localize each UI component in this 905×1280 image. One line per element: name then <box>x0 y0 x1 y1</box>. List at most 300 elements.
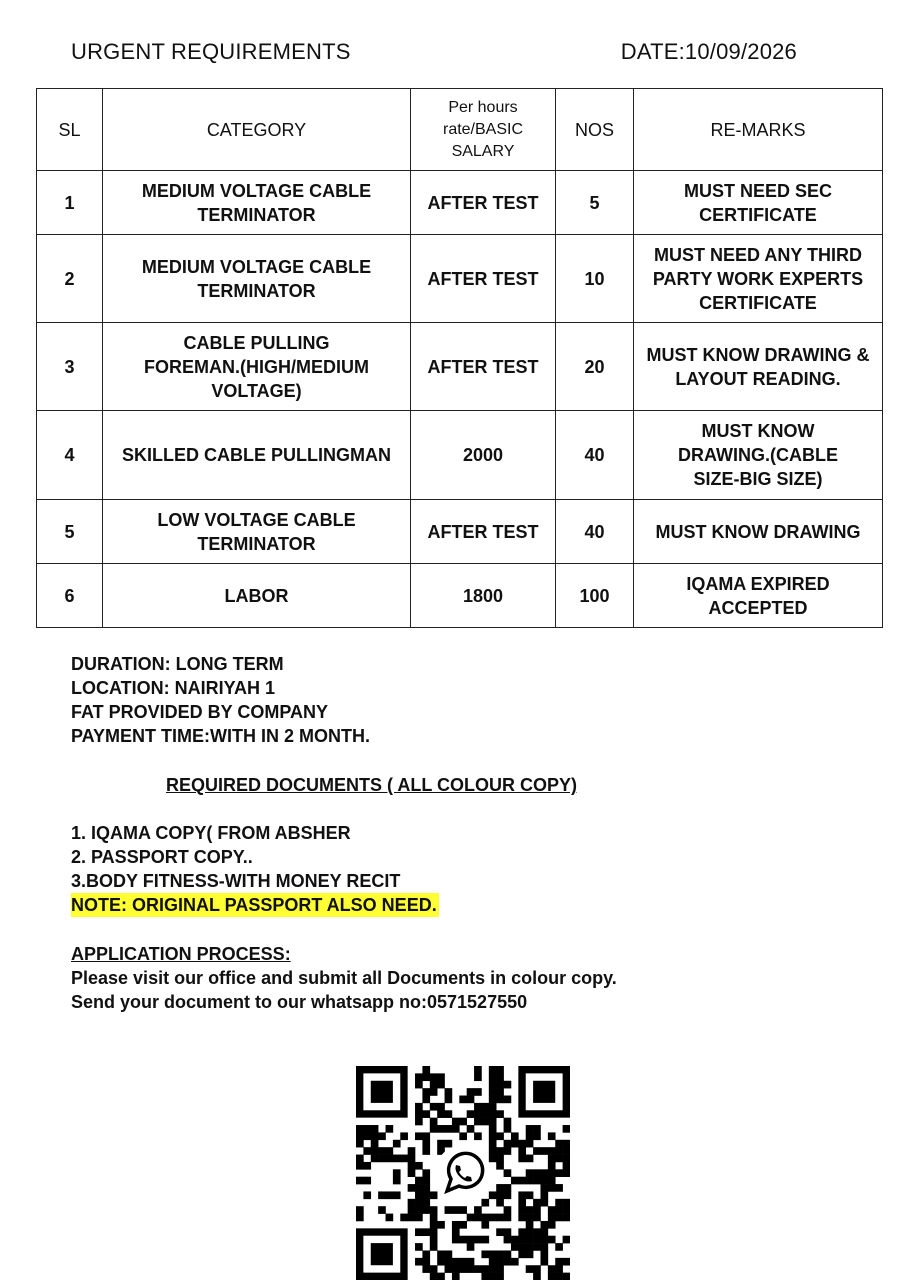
qr-module <box>489 1258 497 1266</box>
document-header <box>71 36 797 68</box>
qr-module <box>422 1066 430 1074</box>
qr-module <box>481 1110 489 1118</box>
remarks-line: ACCEPTED <box>708 597 808 618</box>
remarks-line: DRAWING.(CABLE <box>678 445 838 465</box>
header-rate-line: rate/BASIC <box>442 120 524 138</box>
qr-module <box>356 1162 364 1170</box>
qr-module <box>489 1155 497 1163</box>
qr-module <box>408 1199 416 1207</box>
table-row <box>37 171 883 235</box>
qr-module <box>474 1265 482 1273</box>
qr-module <box>422 1258 430 1266</box>
qr-module <box>467 1096 475 1104</box>
qr-module <box>422 1184 430 1192</box>
qr-module <box>422 1096 430 1104</box>
qr-module <box>415 1103 423 1111</box>
qr-module <box>393 1169 401 1177</box>
qr-module <box>563 1214 570 1222</box>
qr-module <box>504 1191 512 1199</box>
qr-module <box>356 1206 364 1214</box>
cell-sl: 6 <box>37 564 103 628</box>
qr-module <box>504 1140 512 1148</box>
qr-module <box>533 1265 541 1273</box>
qr-module <box>430 1221 438 1229</box>
qr-module <box>489 1110 497 1118</box>
qr-module <box>540 1199 548 1207</box>
qr-module <box>452 1258 460 1266</box>
qr-module <box>496 1199 504 1207</box>
qr-module <box>378 1155 386 1163</box>
qr-module <box>386 1191 394 1199</box>
qr-module <box>489 1250 497 1258</box>
qr-module <box>474 1118 482 1126</box>
qr-module <box>555 1214 563 1222</box>
category-line: LABOR <box>224 585 289 606</box>
qr-module <box>408 1206 416 1214</box>
cell-rate: 1800 <box>411 564 556 628</box>
qr-module <box>393 1177 401 1185</box>
cell-rate: AFTER TEST <box>411 323 556 411</box>
qr-module <box>430 1103 438 1111</box>
qr-module <box>400 1132 408 1140</box>
qr-module <box>504 1236 512 1244</box>
location-text: LOCATION: NAIRIYAH 1 <box>71 678 276 698</box>
qr-module <box>408 1214 416 1222</box>
qr-module <box>504 1214 512 1222</box>
cell-remarks <box>634 235 883 323</box>
qr-module <box>445 1125 453 1133</box>
document-date: DATE:10/09/2026 <box>620 39 797 64</box>
qr-module <box>496 1191 504 1199</box>
qr-module <box>533 1228 541 1236</box>
qr-module <box>386 1214 394 1222</box>
cell-remarks <box>634 500 883 564</box>
qr-module <box>496 1214 504 1222</box>
qr-module <box>430 1273 438 1280</box>
qr-module <box>496 1228 504 1236</box>
qr-module <box>400 1155 408 1163</box>
qr-module <box>518 1214 526 1222</box>
qr-module <box>459 1206 467 1214</box>
qr-module <box>356 1177 364 1185</box>
qr-module <box>548 1169 556 1177</box>
qr-module <box>474 1073 482 1081</box>
cell-remarks <box>634 171 883 235</box>
qr-module <box>481 1221 489 1229</box>
qr-module <box>378 1191 386 1199</box>
qr-module <box>415 1214 423 1222</box>
qr-module <box>459 1132 467 1140</box>
qr-module <box>518 1155 526 1163</box>
application-instruction: Please visit our office and submit all Documents in colour copy. <box>71 968 617 988</box>
table-row <box>37 411 883 500</box>
qr-module <box>526 1214 534 1222</box>
cell-category <box>103 564 411 628</box>
qr-module <box>563 1125 570 1133</box>
qr-module <box>563 1199 570 1207</box>
qr-module <box>481 1265 489 1273</box>
header-rate <box>411 89 556 171</box>
qr-module <box>563 1206 570 1214</box>
qr-module <box>496 1096 504 1104</box>
qr-module <box>445 1088 453 1096</box>
qr-module <box>504 1228 512 1236</box>
qr-module <box>489 1125 497 1133</box>
qr-module <box>437 1250 445 1258</box>
qr-module <box>422 1228 430 1236</box>
qr-module <box>548 1162 556 1170</box>
qr-module <box>422 1110 430 1118</box>
passport-note: NOTE: ORIGINAL PASSPORT ALSO NEED. <box>71 895 437 915</box>
remarks-line: CERTIFICATE <box>699 204 817 225</box>
qr-module <box>437 1221 445 1229</box>
qr-module <box>533 1132 541 1140</box>
qr-module <box>540 1169 548 1177</box>
qr-module <box>371 1140 379 1148</box>
remarks-line: SIZE-BIG SIZE) <box>693 469 823 489</box>
qr-module <box>408 1184 416 1192</box>
requirements-table <box>36 88 883 628</box>
qr-module <box>393 1191 401 1199</box>
qr-module <box>459 1096 467 1104</box>
qr-module <box>511 1177 519 1185</box>
header-category: CATEGORY <box>103 89 411 171</box>
qr-module <box>481 1118 489 1126</box>
qr-module <box>437 1258 445 1266</box>
qr-module <box>437 1273 445 1280</box>
category-line: SKILLED CABLE PULLINGMAN <box>122 445 391 465</box>
cell-nos: 10 <box>556 235 634 323</box>
cell-nos: 100 <box>556 564 634 628</box>
qr-module <box>489 1273 497 1280</box>
qr-module <box>496 1258 504 1266</box>
document-item: 2. PASSPORT COPY.. <box>71 847 253 867</box>
qr-module <box>555 1199 563 1207</box>
qr-module <box>496 1088 504 1096</box>
cell-rate: 2000 <box>411 411 556 500</box>
table-row <box>37 235 883 323</box>
qr-module <box>526 1228 534 1236</box>
table-row <box>37 323 883 411</box>
qr-module <box>430 1073 438 1081</box>
qr-module <box>518 1250 526 1258</box>
qr-module <box>386 1125 394 1133</box>
qr-module <box>496 1132 504 1140</box>
application-process <box>71 942 831 1014</box>
cell-category <box>103 411 411 500</box>
qr-module <box>467 1125 475 1133</box>
qr-module <box>415 1162 423 1170</box>
qr-module <box>489 1066 497 1074</box>
qr-module <box>518 1243 526 1251</box>
category-line: MEDIUM VOLTAGE CABLE <box>141 256 372 277</box>
qr-module <box>415 1199 423 1207</box>
remarks-line: MUST KNOW DRAWING & <box>646 344 870 365</box>
qr-module <box>430 1214 438 1222</box>
qr-module <box>511 1258 519 1266</box>
qr-module <box>511 1243 519 1251</box>
qr-module <box>540 1243 548 1251</box>
qr-module <box>452 1125 460 1133</box>
qr-module <box>459 1265 467 1273</box>
qr-module <box>459 1258 467 1266</box>
category-line: TERMINATOR <box>197 533 316 554</box>
qr-module <box>430 1191 438 1199</box>
qr-module <box>437 1081 445 1089</box>
qr-module <box>415 1110 423 1118</box>
qr-module <box>518 1236 526 1244</box>
header-remarks: RE-MARKS <box>634 89 883 171</box>
duration-text: DURATION: LONG TERM <box>71 654 284 674</box>
qr-module <box>496 1250 504 1258</box>
cell-nos: 5 <box>556 171 634 235</box>
remarks-line: PARTY WORK EXPERTS <box>652 268 864 289</box>
remarks-line: MUST KNOW DRAWING <box>655 521 861 542</box>
qr-module <box>386 1147 394 1155</box>
qr-module <box>430 1206 438 1214</box>
qr-module <box>489 1081 497 1089</box>
qr-module <box>533 1147 541 1155</box>
qr-module <box>474 1214 482 1222</box>
document-item: 1. IQAMA COPY( FROM ABSHER <box>71 823 351 843</box>
qr-code-graphic <box>356 1066 570 1280</box>
cell-sl: 3 <box>37 323 103 411</box>
cell-category <box>103 171 411 235</box>
qr-module <box>415 1243 423 1251</box>
qr-module <box>496 1273 504 1280</box>
qr-module <box>504 1258 512 1266</box>
qr-module <box>540 1250 548 1258</box>
qr-module <box>548 1273 556 1280</box>
qr-module <box>489 1191 497 1199</box>
header-rate-line: SALARY <box>451 142 515 160</box>
qr-module <box>489 1096 497 1104</box>
qr-module <box>504 1118 512 1126</box>
qr-module <box>555 1273 563 1280</box>
header-rate-line: Per hours <box>448 98 518 116</box>
qr-module <box>526 1169 534 1177</box>
qr-module <box>481 1250 489 1258</box>
qr-module <box>371 1147 379 1155</box>
qr-module <box>496 1184 504 1192</box>
qr-module <box>533 1206 541 1214</box>
qr-module <box>496 1066 504 1074</box>
qr-module <box>356 1214 364 1222</box>
qr-module <box>526 1265 534 1273</box>
qr-module <box>445 1140 453 1148</box>
qr-module <box>526 1155 534 1163</box>
qr-module <box>540 1177 548 1185</box>
cell-category <box>103 235 411 323</box>
qr-module <box>540 1221 548 1229</box>
qr-module <box>504 1250 512 1258</box>
qr-module <box>378 1147 386 1155</box>
qr-module <box>474 1066 482 1074</box>
qr-module <box>481 1236 489 1244</box>
qr-module <box>489 1214 497 1222</box>
qr-module <box>526 1125 534 1133</box>
qr-module <box>496 1073 504 1081</box>
category-line: VOLTAGE) <box>211 380 302 401</box>
qr-module <box>378 1132 386 1140</box>
qr-module <box>430 1243 438 1251</box>
qr-module <box>540 1236 548 1244</box>
qr-module <box>415 1206 423 1214</box>
qr-module <box>356 1132 364 1140</box>
qr-module <box>422 1250 430 1258</box>
remarks-line: IQAMA EXPIRED <box>686 573 830 594</box>
qr-module <box>518 1191 526 1199</box>
cell-rate: AFTER TEST <box>411 500 556 564</box>
qr-module <box>555 1265 563 1273</box>
cell-nos: 40 <box>556 411 634 500</box>
qr-module <box>533 1243 541 1251</box>
qr-module <box>363 1162 371 1170</box>
qr-module <box>474 1132 482 1140</box>
qr-module <box>430 1236 438 1244</box>
qr-module <box>459 1221 467 1229</box>
qr-module <box>452 1228 460 1236</box>
qr-module <box>422 1132 430 1140</box>
qr-module <box>452 1206 460 1214</box>
qr-module <box>526 1221 534 1229</box>
qr-module <box>540 1258 548 1266</box>
qr-module <box>555 1155 563 1163</box>
document-item: 3.BODY FITNESS-WITH MONEY RECIT <box>71 871 401 891</box>
qr-module <box>511 1140 519 1148</box>
qr-module <box>422 1265 430 1273</box>
qr-module <box>445 1206 453 1214</box>
qr-module <box>548 1155 556 1163</box>
qr-module <box>467 1243 475 1251</box>
qr-module <box>474 1206 482 1214</box>
qr-module <box>548 1265 556 1273</box>
qr-module <box>489 1147 497 1155</box>
cell-nos: 40 <box>556 500 634 564</box>
qr-module <box>393 1140 401 1148</box>
qr-module <box>408 1155 416 1163</box>
qr-finder-pattern <box>371 1243 393 1265</box>
qr-module <box>363 1177 371 1185</box>
table-row <box>37 500 883 564</box>
qr-module <box>555 1258 563 1266</box>
qr-module <box>563 1273 570 1280</box>
qr-module <box>489 1118 497 1126</box>
qr-module <box>356 1155 364 1163</box>
qr-module <box>533 1177 541 1185</box>
qr-module <box>467 1088 475 1096</box>
cell-sl: 2 <box>37 235 103 323</box>
qr-module <box>422 1088 430 1096</box>
qr-module <box>408 1169 416 1177</box>
qr-module <box>467 1110 475 1118</box>
qr-module <box>467 1265 475 1273</box>
qr-module <box>533 1125 541 1133</box>
qr-finder-pattern <box>533 1081 555 1103</box>
category-line: CABLE PULLING <box>183 332 330 353</box>
qr-module <box>363 1147 371 1155</box>
qr-module <box>422 1073 430 1081</box>
cell-remarks <box>634 411 883 500</box>
qr-module <box>467 1236 475 1244</box>
qr-module <box>430 1118 438 1126</box>
qr-module <box>518 1140 526 1148</box>
qr-module <box>526 1206 534 1214</box>
qr-module <box>415 1258 423 1266</box>
qr-module <box>489 1265 497 1273</box>
qr-module <box>415 1228 423 1236</box>
qr-module <box>504 1184 512 1192</box>
qr-module <box>555 1184 563 1192</box>
qr-module <box>445 1258 453 1266</box>
qr-module <box>452 1273 460 1280</box>
qr-module <box>555 1140 563 1148</box>
qr-module <box>563 1258 570 1266</box>
qr-module <box>437 1103 445 1111</box>
qr-module <box>504 1169 512 1177</box>
remarks-line: MUST NEED ANY THIRD <box>653 244 862 265</box>
qr-module <box>540 1228 548 1236</box>
qr-module <box>474 1110 482 1118</box>
qr-module <box>496 1265 504 1273</box>
qr-module <box>445 1096 453 1104</box>
qr-module <box>422 1177 430 1185</box>
cell-sl: 1 <box>37 171 103 235</box>
remarks-line: MUST KNOW <box>701 421 815 441</box>
qr-module <box>422 1191 430 1199</box>
qr-module <box>422 1147 430 1155</box>
qr-module <box>504 1147 512 1155</box>
remarks-line: LAYOUT READING. <box>675 368 841 389</box>
qr-module <box>540 1191 548 1199</box>
qr-module <box>400 1214 408 1222</box>
qr-module <box>415 1118 423 1126</box>
qr-module <box>526 1191 534 1199</box>
qr-module <box>563 1147 570 1155</box>
cell-rate: AFTER TEST <box>411 235 556 323</box>
qr-module <box>548 1147 556 1155</box>
cell-sl: 5 <box>37 500 103 564</box>
qr-module <box>371 1155 379 1163</box>
payment-text: PAYMENT TIME:WITH IN 2 MONTH. <box>71 726 370 746</box>
qr-module <box>445 1250 453 1258</box>
qr-module <box>430 1228 438 1236</box>
qr-module <box>526 1140 534 1148</box>
qr-module <box>467 1258 475 1266</box>
cell-remarks <box>634 323 883 411</box>
qr-module <box>422 1169 430 1177</box>
qr-module <box>408 1162 416 1170</box>
qr-module <box>386 1155 394 1163</box>
qr-module <box>363 1191 371 1199</box>
document-title: URGENT REQUIREMENTS <box>71 39 351 64</box>
qr-module <box>533 1273 541 1280</box>
qr-module <box>526 1250 534 1258</box>
category-line: LOW VOLTAGE CABLE <box>157 509 356 530</box>
qr-module <box>548 1206 556 1214</box>
job-info <box>71 652 771 748</box>
qr-module <box>489 1088 497 1096</box>
qr-module <box>415 1132 423 1140</box>
qr-module <box>526 1177 534 1185</box>
qr-module <box>363 1125 371 1133</box>
qr-module <box>489 1073 497 1081</box>
cell-remarks <box>634 564 883 628</box>
qr-module <box>422 1199 430 1207</box>
remarks-line: MUST NEED SEC <box>683 180 833 201</box>
qr-module <box>518 1177 526 1185</box>
qr-module <box>378 1206 386 1214</box>
